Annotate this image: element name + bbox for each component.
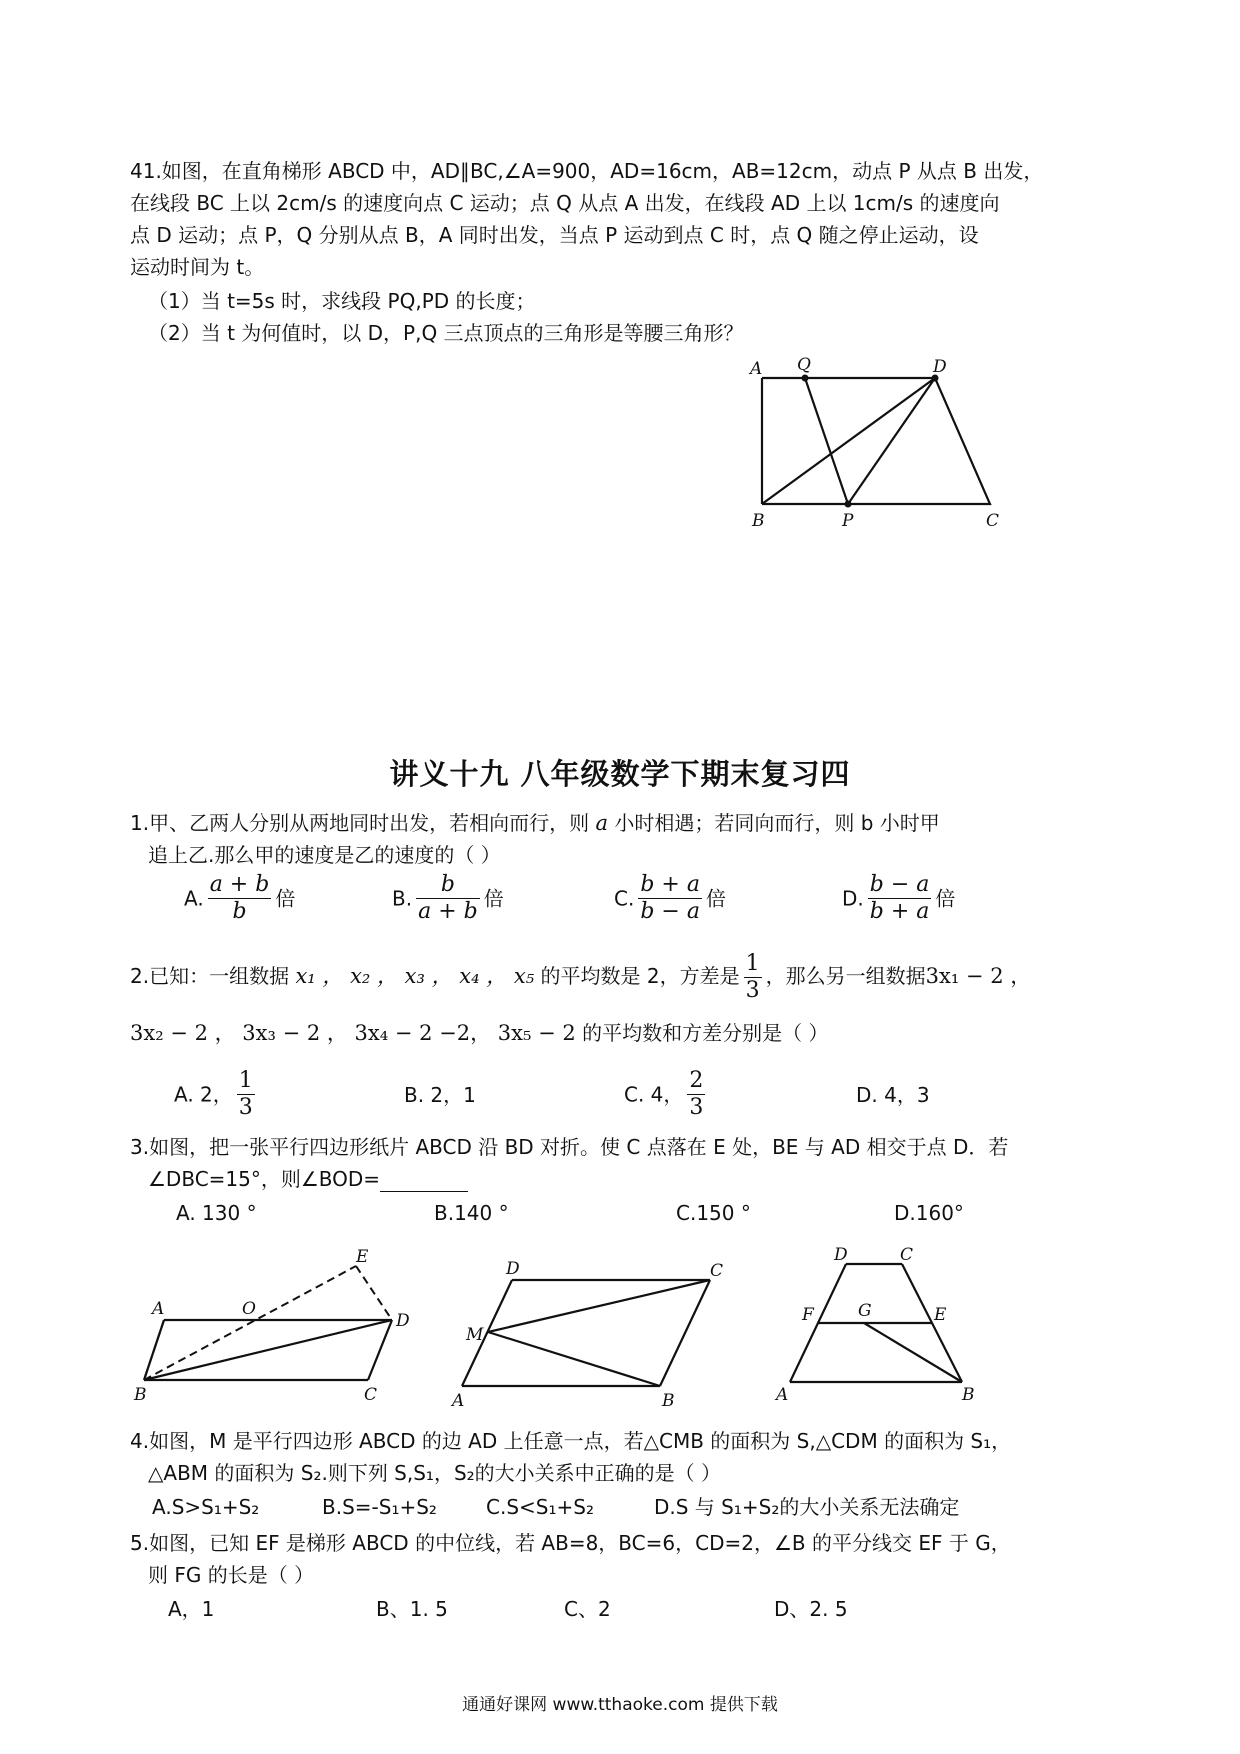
fig3-label-f: F — [802, 1305, 814, 1325]
q1-option-a — [184, 872, 295, 925]
q1-option-c — [614, 872, 726, 925]
fig2-label-d: D — [506, 1259, 520, 1279]
q4-line-2: △ABM 的面积为 S₂.则下列 S,S₁，S₂的大小关系中正确的是（ ） — [148, 1461, 722, 1485]
q4-option-b: B.S=-S₁+S₂ — [322, 1495, 437, 1519]
q1-option-b-den: a + b — [418, 899, 478, 924]
q1-line-2: 追上乙.那么甲的速度是乙的速度的（ ） — [148, 843, 501, 867]
q4-line-1: 4.如图，M 是平行四边形 ABCD 的边 AD 上任意一点，若△CMB 的面积为 S,△CDM 的面积为 S₁， — [130, 1429, 1012, 1453]
q2-option-a-fraction — [237, 1068, 255, 1121]
q2-text-d: 的平均数和方差分别是（ ） — [582, 1021, 829, 1045]
q41-line-3: 点 D 运动；点 P，Q 分别从点 B，A 同时出发，当点 P 运动到点 C 时，点 Q 随之停止运动，设 — [130, 223, 979, 247]
q3-option-a: A. 130 ° — [176, 1201, 257, 1225]
q1-option-d-num: b − a — [869, 872, 930, 897]
q4-parallelogram-figure — [448, 1244, 738, 1414]
q2-option-a — [174, 1068, 259, 1121]
q1-option-a-tail: 倍 — [275, 886, 296, 911]
q4-option-a: A.S>S₁+S₂ — [152, 1495, 260, 1519]
q2-option-b: B. 2，1 — [404, 1083, 476, 1107]
q1-option-d-den: b + a — [869, 899, 930, 924]
fig1-label-a: A — [152, 1299, 165, 1319]
q1-option-a-fraction — [208, 872, 272, 925]
q4-option-c: C.S<S₁+S₂ — [486, 1495, 594, 1519]
q2-option-c — [624, 1068, 709, 1121]
q2-variance-fraction — [744, 951, 762, 1004]
fig1-label-c: C — [364, 1385, 378, 1405]
q3-fold-figure — [130, 1244, 420, 1414]
fig1-label-o: O — [242, 1299, 256, 1319]
fig3-label-d: D — [834, 1245, 848, 1265]
q1-option-c-tail: 倍 — [705, 886, 726, 911]
q1-option-a-label: A. — [184, 886, 204, 911]
q2-option-a-den: 3 — [238, 1095, 253, 1120]
fig41-label-a: A — [750, 359, 763, 379]
q1-option-d-label: D. — [842, 886, 864, 911]
q2-text-b: 的平均数是 2，方差是 — [540, 964, 740, 988]
q41-line-1: 41.如图，在直角梯形 ABCD 中，AD∥BC,∠A=900，AD=16cm，AB=12cm，动点 P 从点 B 出发， — [130, 159, 1044, 183]
q1-option-a-num: a + b — [209, 872, 270, 897]
fig2-label-m: M — [466, 1325, 484, 1345]
q3-line-2-text: ∠DBC=15°，则∠BOD= — [148, 1167, 381, 1191]
q1-var-a: a — [595, 811, 608, 835]
q2-expr-rest: 3x₂ − 2 ， 3x₃ − 2 ， 3x₄ − 2 −2， 3x₅ − 2 — [130, 1021, 576, 1045]
q5-option-b: B、1. 5 — [376, 1597, 448, 1621]
fig3-label-c: C — [900, 1245, 914, 1265]
fig3-label-g: G — [858, 1301, 872, 1321]
q1-option-c-den: b − a — [640, 899, 700, 924]
q2-text-c: ，那么另一组数据 — [765, 964, 926, 988]
fig1-label-d: D — [396, 1311, 410, 1331]
q1-option-c-fraction — [638, 872, 702, 925]
q2-option-c-den: 3 — [689, 1095, 704, 1120]
q3-option-b: B.140 ° — [434, 1201, 509, 1225]
fig41-label-d: D — [933, 357, 947, 377]
q2-line-2 — [130, 1020, 828, 1046]
fig2-label-b: B — [662, 1391, 675, 1411]
q2-expr-1: 3x₁ − 2 ， — [925, 964, 1032, 988]
q3-option-c: C.150 ° — [676, 1201, 751, 1225]
fig41-label-q: Q — [797, 355, 811, 375]
q41-sub1: （1）当 t=5s 时，求线段 PQ,PD 的长度； — [148, 289, 536, 313]
q1-option-d-tail: 倍 — [935, 886, 956, 911]
q4-option-d: D.S 与 S₁+S₂的大小关系无法确定 — [654, 1495, 960, 1519]
q1-option-b-label: B. — [392, 886, 413, 911]
q1-option-d — [842, 872, 955, 925]
fig1-label-e: E — [356, 1247, 369, 1267]
q2-option-a-label: A. 2， — [174, 1082, 233, 1107]
q3-answer-blank — [380, 1171, 468, 1192]
q2-option-d: D. 4，3 — [856, 1083, 930, 1107]
q1-option-b-fraction — [416, 872, 480, 925]
q2-option-a-num: 1 — [238, 1068, 253, 1093]
q2-line-1 — [130, 946, 1031, 1006]
q1-option-b-tail: 倍 — [483, 886, 504, 911]
q1-option-d-fraction — [868, 872, 932, 925]
q1-option-c-label: C. — [614, 886, 635, 911]
fig3-label-a: A — [776, 1385, 789, 1405]
q2-option-c-label: C. 4， — [624, 1082, 684, 1107]
q1-option-a-den: b — [232, 899, 247, 924]
fig2-label-c: C — [710, 1261, 724, 1281]
q41-line-4: 运动时间为 t。 — [130, 255, 265, 279]
q3-line-2 — [148, 1166, 468, 1192]
q5-trapezoid-figure — [770, 1244, 1000, 1414]
fig2-label-a: A — [452, 1391, 465, 1411]
fig3-label-e: E — [934, 1305, 947, 1325]
q1-line-1 — [130, 810, 940, 836]
q1-option-b-num: b — [416, 872, 480, 899]
q1-text-b: 小时相遇；若同向而行，则 b 小时甲 — [614, 811, 940, 835]
page-title: 讲义十九 八年级数学下期末复习四 — [389, 757, 851, 791]
q2-variance-den: 3 — [745, 978, 760, 1003]
q5-option-c: C、2 — [564, 1597, 611, 1621]
q2-text-a: 2.已知：一组数据 — [130, 964, 290, 988]
q5-option-a: A，1 — [168, 1597, 215, 1621]
fig3-label-b: B — [962, 1385, 975, 1405]
fig41-label-c: C — [986, 511, 1000, 531]
fig1-label-b: B — [134, 1385, 147, 1405]
q41-sub2: （2）当 t 为何值时，以 D，P,Q 三点顶点的三角形是等腰三角形？ — [148, 321, 744, 345]
q3-option-d: D.160° — [894, 1201, 964, 1225]
fig41-label-b: B — [752, 511, 765, 531]
q3-line-1: 3.如图，把一张平行四边形纸片 ABCD 沿 BD 对折。使 C 点落在 E 处，BE 与 AD 相交于点 D．若 — [130, 1135, 1009, 1159]
q5-option-d: D、2. 5 — [774, 1597, 848, 1621]
page-footer: 通通好课网 www.tthaoke.com 提供下载 — [462, 1695, 778, 1715]
q2-option-c-fraction — [687, 1068, 705, 1121]
q5-line-2: 则 FG 的长是（ ） — [148, 1563, 315, 1587]
q2-option-c-num: 2 — [689, 1068, 704, 1093]
q5-line-1: 5.如图，已知 EF 是梯形 ABCD 的中位线，若 AB=8，BC=6，CD=2，∠B 的平分线交 EF 于 G， — [130, 1531, 1011, 1555]
q2-vars: x₁ ， x₂ ， x₃ ， x₄ ， x₅ — [295, 964, 535, 988]
q1-option-b — [392, 872, 504, 925]
q2-variance-num: 1 — [745, 951, 760, 976]
q41-trapezoid-figure — [740, 352, 1020, 542]
fig41-label-p: P — [842, 511, 854, 531]
q1-option-c-num: b + a — [640, 872, 700, 897]
q41-line-2: 在线段 BC 上以 2cm/s 的速度向点 C 运动；点 Q 从点 A 出发，在线段 AD 上以 1cm/s 的速度向 — [130, 191, 1000, 215]
q1-text-a: 1.甲、乙两人分别从两地同时出发，若相向而行，则 — [130, 811, 590, 835]
